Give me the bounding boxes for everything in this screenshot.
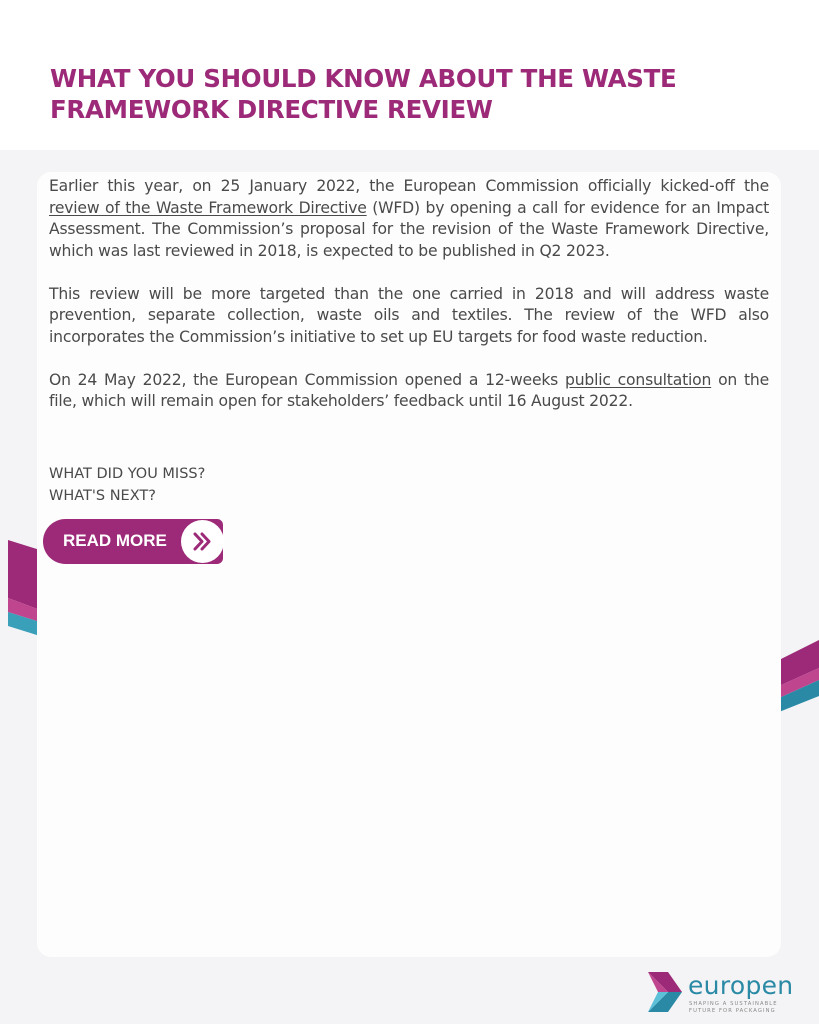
logo-wordmark: europen (688, 971, 794, 1000)
decorative-ribbon-left (0, 540, 40, 640)
double-chevron-right-icon (190, 529, 215, 554)
read-more-icon-circle (181, 520, 224, 563)
europen-logo (646, 968, 796, 1018)
europen-logo-mark-icon (646, 970, 684, 1014)
wfd-review-link[interactable]: review of the Waste Framework Directive (49, 198, 367, 217)
paragraph-3: On 24 May 2022, the European Commission opened a 12-weeks public consultation on the file, which will remain open for stakeholders’ feedback until 16 August 2022. (49, 370, 770, 410)
paragraph-2: This review will be more targeted than the one carried in 2018 and will address waste prevention, separate collection, waste oils and textiles. The review of the WFD also incorporates the Commission’s initiative to set up EU targets for food waste reduction. (49, 284, 769, 346)
decorative-ribbon-right (779, 640, 819, 715)
cta-line-1: WHAT DID YOU MISS? (49, 466, 206, 482)
article-body (49, 176, 769, 434)
cta-line-2: WHAT'S NEXT? (49, 488, 156, 504)
public-consultation-link[interactable]: public consultation (565, 370, 712, 389)
page-title: WHAT YOU SHOULD KNOW ABOUT THE WASTE FRAMEWORK DIRECTIVE REVIEW (50, 64, 677, 124)
cta-prompt (49, 463, 205, 507)
read-more-button[interactable] (43, 519, 223, 564)
logo-tagline: SHAPING A SUSTAINABLE FUTURE FOR PACKAGING (689, 1001, 778, 1014)
read-more-label: READ MORE (63, 531, 167, 550)
paragraph-1: Earlier this year, on 25 January 2022, the European Commission officially kicked-off the review of the Waste Framework Directive (WFD) by opening a call for evidence for an Impact Assessment. The Commission’s proposal for the revision of the Waste Framework Directive, which was last reviewed in 2018, is expected to be published in Q2 2023. (49, 177, 769, 260)
